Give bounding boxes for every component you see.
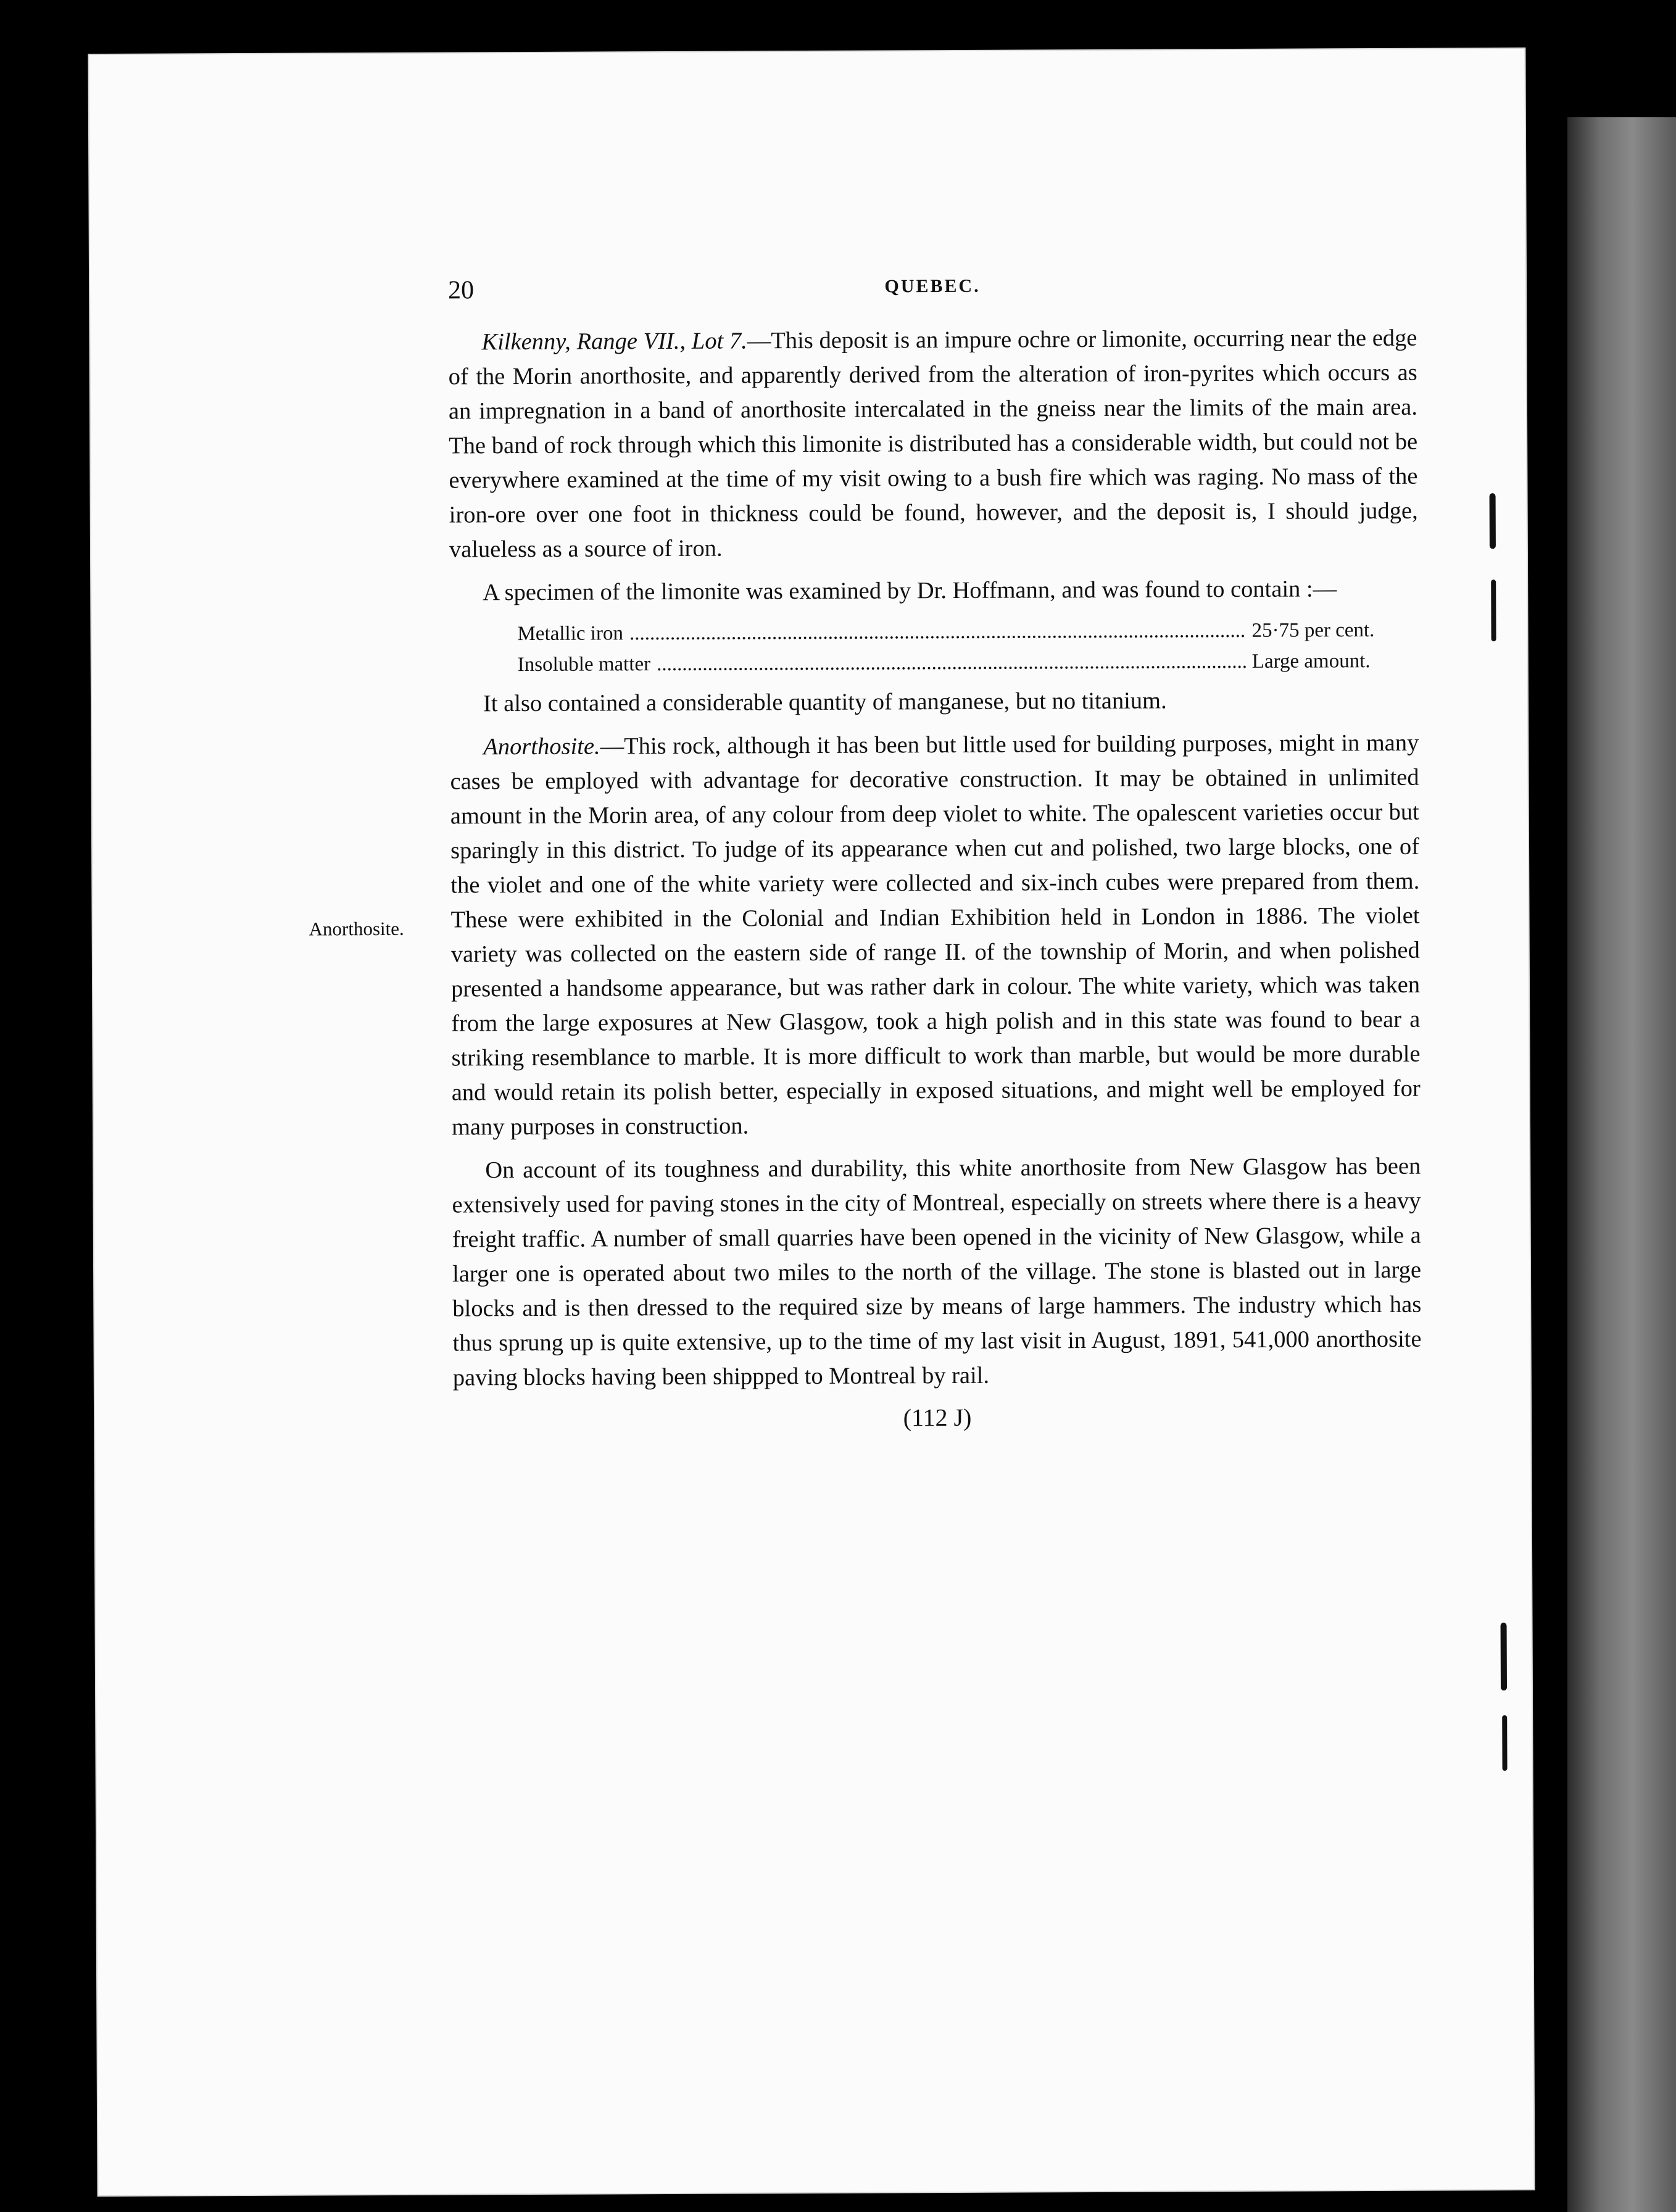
binding-mark <box>1491 580 1496 641</box>
running-head: QUEBEC. <box>884 275 981 297</box>
analysis-value: Large amount. <box>1251 650 1371 673</box>
analysis-row <box>518 646 1419 680</box>
paragraph-specimen: A specimen of the limonite was examined by Dr. Hoffmann, and was found to contain :— <box>483 576 1337 606</box>
analysis-table <box>449 615 1418 681</box>
dot-leader <box>657 646 1246 680</box>
body-text <box>448 321 1422 1437</box>
paragraph-kilkenny <box>448 321 1418 567</box>
page-header <box>448 272 1417 313</box>
binding-mark <box>1490 493 1496 549</box>
paragraph-title: Kilkenny, Range VII., Lot 7. <box>481 328 747 356</box>
dot-leader <box>629 615 1246 649</box>
paragraph-body: —This deposit is an impure ochre or limonite, occurring near the edge of the Morin anorthosite, and apparently derived from the alteration of iron-pyrites which occurs as an impregnation in a band of anorthosite intercalated in the gneiss near the limits of the main area. The band of rock through which this limonite is distributed has a considerable width, but could not be everywhere examined at the time of my visit owing to a bush fire which was raging. No mass of the iron-ore over one foot in thickness could be found, however, and the deposit is, I should judge, valueless as a source of iron. <box>448 325 1418 563</box>
analysis-row <box>517 615 1418 649</box>
page-signature: (112 J) <box>903 1403 972 1432</box>
adjacent-page-edge <box>1567 117 1676 2212</box>
paragraph-body: —This rock, although it has been but little used for building purposes, might in many cases be employed with advantage for decorative construction. It may be obtained in unlimited amount in the Morin area, of any colour from deep violet to white. The opalescent varieties occur but sparingly in this district. To judge of its appearance when cut and polished, two large blocks, one of the violet and one of the white variety were collected and six-inch cubes were prepared from them. These were exhibited in the Colonial and Indian Exhibition held in London in 1886. The violet variety was collected on the eastern side of range II. of the township of Morin, and when polished presented a handsome appearance, but was rather dark in colour. The white variety, which was taken from the large exposures at New Glasgow, took a high polish and in this state was found to bear a striking resemblance to marble. It is more difficult to work than marble, but would be more durable and would retain its polish better, especially in exposed situations, and might well be employed for many purposes in construction. <box>450 730 1421 1141</box>
analysis-value: 25·75 per cent. <box>1251 619 1375 642</box>
paragraph-title: Anorthosite. <box>483 733 600 760</box>
paragraph-manganese: It also contained a considerable quantity of manganese, but no titanium. <box>483 688 1167 717</box>
paragraph-anorthosite <box>450 726 1421 1145</box>
paragraph-paving: On account of its toughness and durability, this white anorthosite from New Glasgow has been extensively used for paving stones in the city of Montreal, especially on streets where there is a heavy freight traffic. A number of small quarries have been opened in the vicinity of New Glasgow, while a larger one is operated about two miles to the north of the village. The stone is blasted out in large blocks and is then dressed to the required size by means of large hammers. The industry which has thus sprung up is quite extensive, up to the time of my last visit in August, 1891, 541,000 anorthosite paving blocks having been shippped to Montreal by rail. <box>452 1153 1422 1391</box>
analysis-label: Metallic iron <box>517 622 623 646</box>
analysis-label: Insoluble matter <box>517 653 651 676</box>
page-number: 20 <box>448 276 475 305</box>
binding-mark <box>1501 1623 1507 1690</box>
binding-mark <box>1502 1715 1507 1771</box>
margin-note: Anorthosite. <box>309 917 404 940</box>
document-page <box>89 49 1533 2195</box>
